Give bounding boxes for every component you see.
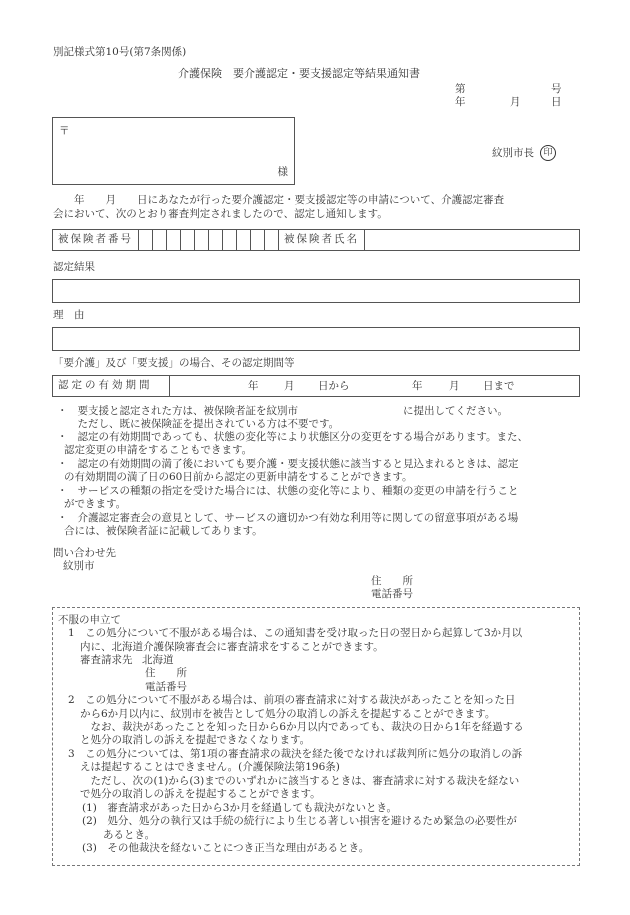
insured-number-digit[interactable] [223, 230, 237, 250]
insured-name-label: 被保険者氏名 [279, 230, 365, 250]
appeal-item3-line1: 3 この処分については、第1項の審査請求の裁決を経た後でなければ裁判所に処分の取消しの訴 [68, 748, 523, 760]
result-label: 認定結果 [53, 261, 95, 273]
insured-number-label: 被保険者番号 [53, 230, 139, 250]
appeal-item2-line1: 2 この処分について不服がある場合は、前項の審査請求に対する裁決があったことを知った日 [68, 694, 516, 706]
appeal-item3-line3: ただし、次の(1)から(3)までのいずれかに該当するときは、審査請求に対する裁決を経ない [80, 775, 520, 787]
appeal-item3-sub2-line1: (2) 処分、処分の執行又は手続の続行により生じる著しい損害を避けるため緊急の必要性が [82, 815, 517, 827]
validity-period-label: 認定の有効期間 [53, 376, 170, 396]
appeal-item3-line2: えは提起することはできません。(介護保険法第196条) [80, 761, 340, 773]
appeal-item3-sub1: (1) 審査請求があった日から3か月を経過しても裁決がないとき。 [82, 802, 398, 814]
form-number: 別記様式第10号(第7条関係) [53, 46, 187, 58]
appeal-heading: 不服の申立て [58, 614, 121, 626]
document-title: 介護保険 要介護認定・要支援認定等結果通知書 [178, 67, 420, 80]
insured-number-digit[interactable] [209, 230, 223, 250]
appeal-dest-value: 北海道 [142, 654, 174, 666]
doc-number-suffix: 号 [551, 83, 562, 95]
note-line: 介護認定審査会の意見として、サービスの適切かつ有効な利用等に関しての留意事項がある場 [67, 512, 519, 524]
date-month-label: 月 [510, 96, 521, 108]
appeal-item3-line4: で処分の取消しの訴えを提起することができます。 [80, 788, 321, 800]
note-line: 合には、被保険者証に記載してあります。 [64, 525, 263, 537]
to-month: 月 [449, 380, 460, 392]
note-line: の有効期間の満了日の60日前から認定の更新申請をすることができます。 [64, 471, 413, 483]
note-bullet: ・ [57, 458, 68, 470]
intro-line-2: 会において、次のとおり審査判定されましたので、認定し通知します。 [53, 208, 388, 220]
insured-number-digit[interactable] [181, 230, 195, 250]
insured-number-digit[interactable] [265, 230, 279, 250]
insured-number-digit[interactable] [167, 230, 181, 250]
date-year-label: 年 [455, 96, 466, 108]
insured-number-digit[interactable] [237, 230, 251, 250]
note-line: サービスの種類の指定を受けた場合には、状態の変化等により、種類の変更の申請を行うこと [67, 485, 519, 497]
note-line: 認定の有効期間の満了後においても要介護・要支援状態に該当すると見込まれるときは、認定 [67, 458, 519, 470]
contact-address-label: 住 所 [371, 575, 413, 587]
appeal-item2-line2: から6か月以内に、紋別市を被告として処分の取消しの訴えを提起することができます。 [80, 708, 496, 720]
reason-field[interactable] [52, 327, 580, 351]
reason-label: 理 由 [53, 309, 85, 321]
note-line: 認定の有効期間であっても、状態の変化等により状態区分の変更をする場合があります。また、 [67, 431, 529, 443]
appeal-item1-line2: 内に、北海道介護保険審査会に審査請求をすることができます。 [80, 641, 384, 653]
appeal-item2-line3: なお、裁決があったことを知った日から6か月以内であっても、裁決の日から1年を経過する [80, 721, 524, 733]
note-line: 認定変更の申請をすることもできます。 [64, 444, 253, 456]
insured-number-digit[interactable] [251, 230, 265, 250]
doc-number-prefix: 第 [455, 83, 466, 95]
insured-name-field[interactable] [365, 230, 579, 250]
recipient-address-box[interactable] [52, 117, 295, 185]
note-line: ただし、既に被保険証を提出されている方は不要です。 [67, 418, 340, 430]
appeal-dest-label: 審査請求先 [80, 654, 133, 666]
postal-mark: 〒 [59, 125, 70, 137]
note-bullet: ・ [57, 485, 68, 497]
note-line: ができます。 [64, 498, 127, 510]
honorific-sama: 様 [277, 166, 288, 179]
note-line: 要支援と認定された方は、被保険者証を紋別市 に提出してください。 [67, 405, 508, 417]
validity-period-value[interactable] [170, 376, 579, 396]
period-heading: 「要介護」及び「要支援」の場合、その認定期間等 [53, 357, 295, 369]
appeal-dest-address-label: 住 所 [145, 667, 187, 679]
to-day: 日まで [483, 380, 515, 392]
note-bullet: ・ [57, 431, 68, 443]
from-month: 月 [284, 380, 295, 392]
appeal-item1-line1: 1 この処分について不服がある場合は、この通知書を受け取った日の翌日から起算して3か月以 [68, 627, 523, 639]
from-year: 年 [248, 380, 259, 392]
validity-period-row [52, 375, 580, 397]
insured-number-digit[interactable] [139, 230, 153, 250]
result-field[interactable] [52, 279, 580, 303]
appeal-dest-phone-label: 電話番号 [145, 681, 187, 693]
seal-icon: 印 [540, 145, 556, 161]
issuer [492, 145, 556, 161]
note-bullet: ・ [57, 405, 68, 417]
appeal-item2-line4: と処分の取消しの訴えを提起できなくなります。 [80, 734, 311, 746]
date-day-label: 日 [551, 96, 562, 108]
issuer-name: 紋別市長 [492, 147, 534, 159]
intro-line-1: 年 月 日にあなたが行った要介護認定・要支援認定等の申請について、介護認定審査 [53, 194, 505, 206]
insured-number-digit[interactable] [195, 230, 209, 250]
contact-heading: 問い合わせ先 [53, 547, 116, 559]
insured-number-digit[interactable] [153, 230, 167, 250]
from-day: 日から [318, 380, 350, 392]
insured-info-row [52, 229, 580, 251]
appeal-item3-sub3: (3) その他裁決を経ないことにつき正当な理由があるとき。 [82, 842, 370, 854]
to-year: 年 [412, 380, 423, 392]
note-bullet: ・ [57, 512, 68, 524]
appeal-item3-sub2-line2: あるとき。 [103, 829, 156, 841]
contact-org: 紋別市 [63, 560, 95, 572]
contact-phone-label: 電話番号 [371, 588, 413, 600]
